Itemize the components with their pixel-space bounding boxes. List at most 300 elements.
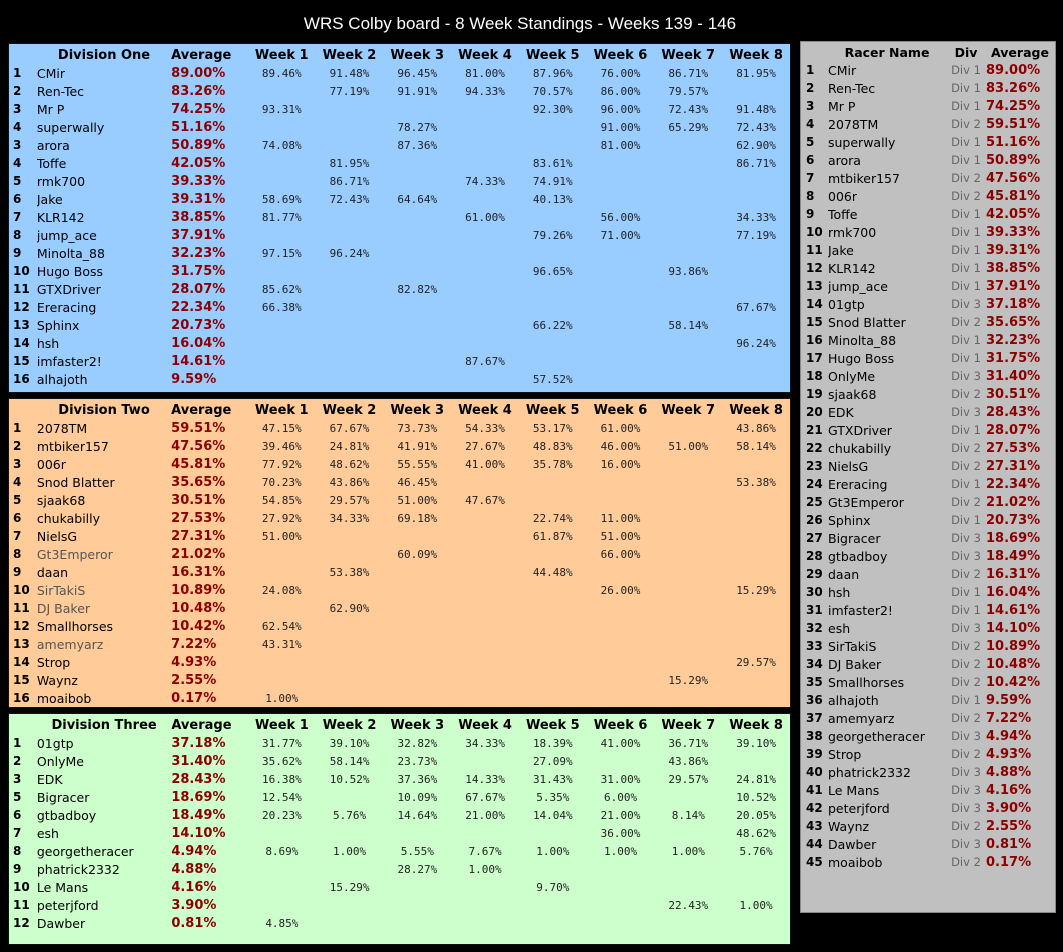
week-value bbox=[316, 671, 384, 689]
week-header: Week 3 bbox=[390, 717, 445, 733]
week-value: 71.00% bbox=[600, 228, 641, 242]
week-value: 31.77% bbox=[262, 736, 302, 750]
week-value: 86.00% bbox=[600, 84, 641, 98]
division-label: Div 1 bbox=[951, 81, 981, 95]
week-value: 91.48% bbox=[736, 102, 776, 116]
week-value bbox=[316, 118, 384, 136]
week-value bbox=[316, 352, 384, 370]
racer-name: DJ Baker bbox=[828, 656, 882, 672]
week-value bbox=[722, 617, 790, 635]
week-value: 66.00% bbox=[600, 547, 641, 561]
table-row bbox=[13, 635, 790, 653]
average-value: 28.43% bbox=[171, 771, 226, 787]
week-value: 29.57% bbox=[736, 655, 776, 669]
week-value bbox=[722, 244, 790, 262]
racer-name: phatrick2332 bbox=[828, 764, 911, 780]
week-value: 65.29% bbox=[668, 120, 709, 134]
week-value bbox=[519, 473, 587, 491]
average-value: 51.16% bbox=[171, 119, 226, 135]
week-value bbox=[248, 82, 316, 100]
rank: 44 bbox=[806, 837, 823, 851]
week-header: Week 7 bbox=[661, 402, 716, 418]
week-value bbox=[383, 226, 451, 244]
week-value: 74.08% bbox=[261, 138, 302, 152]
week-value: 1.00% bbox=[603, 844, 638, 858]
week-value bbox=[587, 653, 655, 671]
week-value bbox=[587, 370, 655, 388]
division-header-row bbox=[13, 401, 790, 419]
table-row bbox=[806, 403, 1054, 421]
week-value bbox=[451, 752, 519, 770]
week-value bbox=[654, 154, 722, 172]
week-value bbox=[383, 100, 451, 118]
week-value: 16.38% bbox=[262, 772, 302, 786]
week-value bbox=[587, 878, 655, 896]
week-value: 1.00% bbox=[265, 691, 299, 705]
rank: 1 bbox=[13, 66, 22, 80]
week-value: 96.45% bbox=[397, 66, 438, 80]
rank: 10 bbox=[13, 880, 30, 894]
week-value: 15.29% bbox=[736, 583, 776, 597]
division-label: Div 1 bbox=[951, 261, 981, 275]
week-value: 44.48% bbox=[532, 565, 573, 579]
rank: 2 bbox=[13, 439, 22, 453]
week-value bbox=[587, 914, 655, 932]
racer-name: imfaster2! bbox=[36, 353, 102, 369]
racer-name: rmk700 bbox=[828, 224, 877, 240]
racer-name: Bigracer bbox=[828, 530, 881, 546]
week-value bbox=[587, 860, 655, 878]
rank: 8 bbox=[806, 189, 815, 203]
racer-name: moaibob bbox=[36, 690, 92, 706]
division-label: Div 1 bbox=[951, 279, 981, 293]
week-value bbox=[383, 370, 451, 388]
week-value: 14.64% bbox=[397, 808, 438, 822]
rank: 35 bbox=[806, 675, 823, 689]
week-value bbox=[451, 824, 519, 842]
week-value: 86.71% bbox=[329, 174, 370, 188]
week-value bbox=[519, 280, 587, 298]
week-value bbox=[654, 298, 722, 316]
week-value bbox=[383, 208, 451, 226]
week-value: 5.76% bbox=[333, 808, 367, 822]
week-value: 79.26% bbox=[532, 228, 573, 242]
week-value: 47.67% bbox=[465, 493, 505, 507]
week-header: Week 8 bbox=[729, 47, 783, 63]
week-value bbox=[654, 455, 722, 473]
rank: 26 bbox=[806, 513, 823, 527]
week-header: Week 7 bbox=[661, 47, 716, 63]
week-value bbox=[451, 298, 519, 316]
average-value: 10.42% bbox=[171, 618, 226, 634]
average-value: 30.51% bbox=[171, 492, 226, 508]
week-value: 78.27% bbox=[397, 120, 438, 134]
week-value: 21.00% bbox=[600, 808, 641, 822]
week-header: Week 6 bbox=[593, 717, 648, 733]
rank: 45 bbox=[806, 855, 823, 869]
division-label: Div 2 bbox=[951, 675, 981, 689]
week-value bbox=[383, 599, 451, 617]
racer-name: chukabilly bbox=[828, 440, 892, 456]
average-value: 9.59% bbox=[171, 371, 217, 387]
racer-name: arora bbox=[828, 152, 861, 168]
week-value: 72.43% bbox=[329, 192, 370, 206]
week-value: 46.45% bbox=[397, 475, 438, 489]
week-value bbox=[722, 352, 790, 370]
week-value: 15.29% bbox=[329, 880, 370, 894]
week-value: 93.31% bbox=[261, 102, 302, 116]
week-value bbox=[654, 914, 722, 932]
week-value bbox=[451, 334, 519, 352]
table-row bbox=[13, 599, 790, 617]
average-value: 83.26% bbox=[171, 83, 226, 99]
rank: 3 bbox=[13, 457, 22, 471]
week-value bbox=[316, 824, 384, 842]
table-row bbox=[13, 370, 790, 388]
table-row bbox=[806, 763, 1054, 781]
average-value: 39.33% bbox=[171, 173, 226, 189]
week-value bbox=[316, 896, 384, 914]
week-header: Week 2 bbox=[322, 717, 377, 733]
rank: 24 bbox=[806, 477, 823, 491]
average-value: 31.40% bbox=[986, 368, 1041, 384]
division-table bbox=[13, 716, 790, 932]
division-label: Div 1 bbox=[951, 243, 981, 257]
week-value: 46.00% bbox=[600, 439, 641, 453]
table-row bbox=[806, 187, 1054, 205]
racer-name: NielsG bbox=[828, 458, 869, 474]
rank: 6 bbox=[13, 511, 22, 525]
racer-name: CMir bbox=[828, 62, 857, 78]
rank: 39 bbox=[806, 747, 823, 761]
week-value: 86.71% bbox=[668, 66, 709, 80]
week-value bbox=[654, 244, 722, 262]
week-header: Week 8 bbox=[729, 402, 783, 418]
week-value bbox=[248, 599, 316, 617]
table-row bbox=[13, 118, 790, 136]
average-value: 20.73% bbox=[986, 512, 1041, 528]
table-row bbox=[806, 241, 1054, 259]
week-value bbox=[383, 896, 451, 914]
week-value: 96.24% bbox=[736, 336, 776, 350]
division-label: Div 2 bbox=[951, 657, 981, 671]
division-label: Div 3 bbox=[951, 837, 981, 851]
week-value: 21.00% bbox=[465, 808, 505, 822]
week-value: 11.00% bbox=[600, 511, 641, 525]
week-value bbox=[587, 689, 655, 707]
week-value bbox=[722, 527, 790, 545]
week-value bbox=[587, 298, 655, 316]
racer-name: Toffe bbox=[36, 155, 67, 171]
week-value: 62.54% bbox=[261, 619, 302, 633]
week-value bbox=[519, 599, 587, 617]
average-value: 7.22% bbox=[171, 636, 217, 652]
average-value: 37.91% bbox=[171, 227, 226, 243]
week-value: 48.62% bbox=[736, 826, 776, 840]
average-value: 28.43% bbox=[986, 404, 1041, 420]
week-value bbox=[316, 527, 384, 545]
average-value: 42.05% bbox=[171, 155, 226, 171]
week-value bbox=[316, 653, 384, 671]
racer-name: SirTakiS bbox=[828, 638, 877, 654]
week-value bbox=[248, 860, 316, 878]
division-label: Div 3 bbox=[951, 801, 981, 815]
average-value: 7.22% bbox=[986, 710, 1032, 726]
table-row bbox=[13, 154, 790, 172]
racer-name: Le Mans bbox=[36, 879, 89, 895]
racer-name: moaibob bbox=[828, 854, 883, 870]
average-value: 37.18% bbox=[986, 296, 1041, 312]
racer-name: Dawber bbox=[36, 915, 86, 931]
week-value: 58.69% bbox=[261, 192, 302, 206]
week-value: 24.81% bbox=[736, 772, 776, 786]
week-value: 82.82% bbox=[397, 282, 438, 296]
week-value bbox=[519, 244, 587, 262]
rank: 4 bbox=[806, 117, 815, 131]
racer-name: peterjford bbox=[828, 800, 890, 816]
average-value: 0.81% bbox=[171, 915, 217, 931]
table-row bbox=[806, 547, 1054, 565]
racer-name: Snod Blatter bbox=[36, 474, 115, 490]
racer-name: daan bbox=[36, 564, 69, 580]
table-row bbox=[13, 280, 790, 298]
rank: 32 bbox=[806, 621, 823, 635]
week-value bbox=[451, 509, 519, 527]
racer-name: esh bbox=[828, 620, 851, 636]
rank: 13 bbox=[13, 637, 30, 651]
racer-name: mtbiker157 bbox=[36, 438, 109, 454]
week-value: 83.61% bbox=[532, 156, 573, 170]
week-value: 20.23% bbox=[262, 808, 302, 822]
rank: 12 bbox=[13, 619, 30, 633]
week-value bbox=[383, 244, 451, 262]
week-value: 53.17% bbox=[532, 421, 573, 435]
division-label: Div 3 bbox=[951, 531, 981, 545]
table-row bbox=[13, 244, 790, 262]
week-value bbox=[654, 419, 722, 437]
rank: 13 bbox=[806, 279, 823, 293]
week-value bbox=[451, 896, 519, 914]
week-value bbox=[451, 617, 519, 635]
week-value: 35.78% bbox=[532, 457, 573, 471]
week-value bbox=[722, 316, 790, 334]
week-value bbox=[248, 896, 316, 914]
average-value: 18.49% bbox=[986, 548, 1041, 564]
week-value bbox=[587, 599, 655, 617]
rank: 15 bbox=[806, 315, 823, 329]
week-value bbox=[587, 635, 655, 653]
week-value: 76.00% bbox=[600, 66, 641, 80]
week-value bbox=[316, 581, 384, 599]
week-value bbox=[654, 653, 722, 671]
week-value: 69.18% bbox=[397, 511, 438, 525]
week-value bbox=[248, 671, 316, 689]
week-value: 4.85% bbox=[265, 916, 299, 930]
table-row bbox=[806, 799, 1054, 817]
rank: 10 bbox=[806, 225, 823, 239]
week-value bbox=[722, 860, 790, 878]
rank: 8 bbox=[13, 547, 22, 561]
table-row bbox=[806, 529, 1054, 547]
rank: 34 bbox=[806, 657, 823, 671]
average-value: 45.81% bbox=[171, 456, 226, 472]
week-value bbox=[451, 100, 519, 118]
average-value: 14.10% bbox=[171, 825, 226, 841]
week-value: 62.90% bbox=[736, 138, 776, 152]
week-value: 18.39% bbox=[532, 736, 573, 750]
division-label: Div 2 bbox=[951, 441, 981, 455]
week-value bbox=[383, 581, 451, 599]
racer-name: 01gtp bbox=[36, 735, 74, 751]
week-value: 53.38% bbox=[329, 565, 370, 579]
week-value bbox=[316, 280, 384, 298]
racer-name-header: Racer Name bbox=[844, 44, 930, 60]
division-table bbox=[13, 401, 790, 707]
average-value: 9.59% bbox=[986, 692, 1032, 708]
racer-name: superwally bbox=[36, 119, 105, 135]
racer-name: GTXDriver bbox=[828, 422, 892, 438]
division-label: Div 3 bbox=[951, 765, 981, 779]
average-value: 59.51% bbox=[171, 420, 226, 436]
rank-header bbox=[13, 46, 37, 64]
table-row bbox=[13, 172, 790, 190]
racer-name: 006r bbox=[828, 188, 857, 204]
rank: 10 bbox=[13, 264, 30, 278]
table-row bbox=[806, 457, 1054, 475]
average-value: 0.81% bbox=[986, 836, 1032, 852]
rank: 18 bbox=[806, 369, 823, 383]
table-row bbox=[806, 313, 1054, 331]
average-value: 31.75% bbox=[986, 350, 1041, 366]
week-value bbox=[654, 527, 722, 545]
racer-name: EDK bbox=[36, 771, 63, 787]
rank: 16 bbox=[13, 372, 30, 386]
rank: 10 bbox=[13, 583, 30, 597]
week-value bbox=[248, 172, 316, 190]
week-value: 70.57% bbox=[532, 84, 573, 98]
week-value: 23.73% bbox=[397, 754, 438, 768]
average-value: 4.88% bbox=[986, 764, 1032, 780]
week-header: Week 1 bbox=[255, 717, 309, 733]
week-value: 29.57% bbox=[329, 493, 370, 507]
week-value: 37.36% bbox=[397, 772, 438, 786]
week-value: 96.65% bbox=[532, 264, 573, 278]
racer-name: Strop bbox=[828, 746, 862, 762]
week-value bbox=[451, 671, 519, 689]
week-value bbox=[383, 298, 451, 316]
week-value: 86.71% bbox=[736, 156, 776, 170]
average-value: 35.65% bbox=[986, 314, 1041, 330]
week-value bbox=[519, 671, 587, 689]
average-value: 4.94% bbox=[986, 728, 1032, 744]
racer-name: Ren-Tec bbox=[36, 83, 85, 99]
week-value: 51.00% bbox=[397, 493, 438, 507]
rank: 22 bbox=[806, 441, 823, 455]
racer-name: Mr P bbox=[828, 98, 856, 114]
week-value bbox=[519, 118, 587, 136]
racer-name: superwally bbox=[828, 134, 896, 150]
racer-name: Minolta_88 bbox=[36, 245, 105, 261]
division-label: Div 1 bbox=[951, 63, 981, 77]
average-value: 3.90% bbox=[171, 897, 217, 913]
average-value: 16.04% bbox=[171, 335, 226, 351]
racer-name: alhajoth bbox=[36, 371, 88, 387]
week-value bbox=[654, 334, 722, 352]
rank: 17 bbox=[806, 351, 823, 365]
week-value bbox=[248, 118, 316, 136]
division-label: Div 3 bbox=[951, 405, 981, 419]
rank-header bbox=[806, 43, 828, 61]
week-value bbox=[722, 689, 790, 707]
average-value: 3.90% bbox=[986, 800, 1032, 816]
week-value bbox=[248, 878, 316, 896]
week-value: 1.00% bbox=[333, 844, 367, 858]
average-value: 89.00% bbox=[986, 62, 1041, 78]
week-value bbox=[248, 653, 316, 671]
div-header: Div bbox=[954, 44, 978, 60]
week-value: 1.00% bbox=[739, 898, 773, 912]
table-row bbox=[806, 835, 1054, 853]
week-value bbox=[451, 878, 519, 896]
week-value: 66.22% bbox=[532, 318, 573, 332]
week-value bbox=[316, 545, 384, 563]
week-value bbox=[316, 316, 384, 334]
division-label: Div 1 bbox=[951, 693, 981, 707]
rank: 5 bbox=[13, 790, 22, 804]
week-value bbox=[519, 653, 587, 671]
week-value: 20.05% bbox=[736, 808, 776, 822]
week-value: 5.55% bbox=[400, 844, 434, 858]
week-value: 51.00% bbox=[261, 529, 302, 543]
racer-name: KLR142 bbox=[36, 209, 85, 225]
rank: 5 bbox=[13, 174, 22, 188]
week-value: 77.19% bbox=[736, 228, 776, 242]
week-value bbox=[451, 280, 519, 298]
division-three-panel bbox=[8, 713, 791, 945]
week-value: 10.09% bbox=[397, 790, 438, 804]
week-value: 6.00% bbox=[603, 790, 638, 804]
week-value bbox=[519, 689, 587, 707]
week-value bbox=[383, 617, 451, 635]
week-value bbox=[654, 509, 722, 527]
racer-name: Minolta_88 bbox=[828, 332, 897, 348]
week-value bbox=[519, 617, 587, 635]
table-row bbox=[806, 97, 1054, 115]
racer-name: Gt3Emperor bbox=[36, 546, 113, 562]
average-value: 59.51% bbox=[986, 116, 1041, 132]
table-row bbox=[13, 437, 790, 455]
table-row bbox=[13, 617, 790, 635]
week-value: 43.86% bbox=[736, 421, 776, 435]
racer-name: CMir bbox=[36, 65, 65, 81]
week-value bbox=[654, 788, 722, 806]
rank: 5 bbox=[13, 493, 22, 507]
racer-name: OnlyMe bbox=[828, 368, 876, 384]
rank: 9 bbox=[13, 565, 22, 579]
rank: 4 bbox=[13, 120, 22, 134]
racer-name: Strop bbox=[36, 654, 71, 670]
table-row bbox=[806, 691, 1054, 709]
week-value bbox=[383, 689, 451, 707]
racer-name: hsh bbox=[828, 584, 851, 600]
racer-name: Waynz bbox=[828, 818, 870, 834]
table-row bbox=[806, 709, 1054, 727]
week-value bbox=[587, 473, 655, 491]
week-value bbox=[248, 316, 316, 334]
week-value bbox=[316, 689, 384, 707]
division-header-row bbox=[13, 46, 790, 64]
week-value: 41.00% bbox=[465, 457, 505, 471]
